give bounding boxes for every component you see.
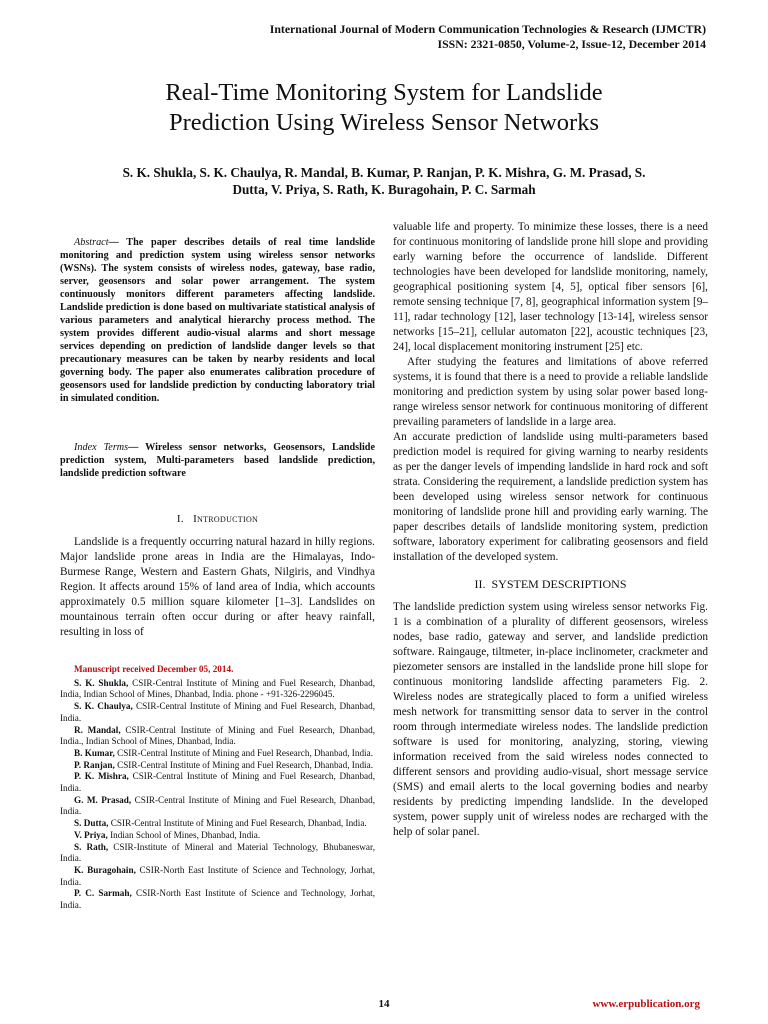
- page-number: 14: [378, 998, 390, 1010]
- footnote-item: P. C. Sarmah, CSIR-North East Institute of Science and Technology, Jorhat, India.: [60, 888, 376, 911]
- author-list: [70, 164, 698, 198]
- index-terms-label: Index Terms: [74, 442, 129, 453]
- footnote-item: R. Mandal, CSIR-Central Institute of Mining and Fuel Research, Dhanbad, India., Indian School of Mines, Dhanbad, India.: [60, 724, 375, 747]
- journal-issn: ISSN: 2321-0850, Volume-2, Issue-12, December 2014: [437, 37, 706, 51]
- system-paragraph-1: The landslide prediction system using wireless sensor networks Fig. 1 is a combination of a plurality of different geosensors, wireless nodes, base radio, gateway and server, and landslide prediction software. Raingauge, tiltmeter, in-place inclinometer, crackmeter and piezometer sensors are installed in the landslide prone hill slope for continuous monitoring landslide affecting parameters Fig. 2. Wireless nodes are strategically placed to form a unified wireless mesh network for transmitting sensor data to server in the control room through intermediate wireless nodes. The landslide prediction software is used for monitoring, analyzing, storing, viewing information received from the said wireless nodes connected to different sensors and providing audio-visual, short message service (SMS) and email alerts to the local governing bodies and nearby residents by predicting impending landslide. In the developed system, power supply unit of wireless nodes are recharged with the help of solar panel.: [393, 601, 708, 838]
- footnote-item: S. K. Shukla, CSIR-Central Institute of Mining and Fuel Research, Dhanbad, India, Indian School of Mines, Dhanbad, India. phone - +91-326-2296045.: [60, 677, 375, 700]
- section-2-number: II.: [474, 577, 486, 591]
- section-1-title: Introduction: [193, 513, 259, 525]
- intro-paragraph-1: Landslide is a frequently occurring natural hazard in hilly regions. Major landslide prone areas in India are the Himalayas, Indo-Burmese Range, Western and Eastern Ghats, Nilgiris, and Vindhya Region. It affects around 15% of land area of India, which accounts approximately 0.5 million square kilometer [1–3]. Landslides on mountainous terrain often occur during or after heavy rainfall, resulting in loss of: [60, 536, 375, 638]
- footnote-item: S. K. Chaulya, CSIR-Central Institute of Mining and Fuel Research, Dhanbad, India.: [60, 701, 375, 723]
- section-heading-system-descriptions: [393, 577, 708, 592]
- section-2-title: SYSTEM DESCRIPTIONS: [491, 577, 627, 591]
- intro-paragraph-1-continued: valuable life and property. To minimize these losses, there is a need for continuous monitoring of landslide prone hill slope and providing early warning before the occurrence of landslide. Different technologies have been developed for landslide monitoring, namely, geographical positioning system [4, 5], optical fiber sensors [6], remote sensing technique [7, 8], geographical information system [9–11], radar technology [12], laser technology [13-14], wireless sensor networks [15–21], cellular automaton [22], acoustic techniques [23, 24], local displacement monitoring instrument [25] etc.: [393, 221, 708, 353]
- manuscript-received: Manuscript received December 05, 2014.: [74, 664, 234, 674]
- footnote-item: B. Kumar, CSIR-Central Institute of Mining and Fuel Research, Dhanbad, India.: [74, 747, 373, 758]
- journal-name: International Journal of Modern Communication Technologies & Research (IJMCTR): [269, 22, 706, 36]
- right-column: [393, 220, 708, 840]
- index-terms-text: Wireless sensor networks, Geosensors, Landslide prediction system, Multi-parameters based landslide prediction, landslide prediction software: [60, 442, 375, 479]
- index-terms: [60, 441, 375, 480]
- footnote-item: G. M. Prasad, CSIR-Central Institute of Mining and Fuel Research, Dhanbad, India.: [60, 794, 375, 817]
- abstract: [60, 236, 375, 405]
- footnote-item: K. Buragohain, CSIR-North East Institute of Science and Technology, Jorhat, India.: [60, 864, 376, 887]
- publisher-url[interactable]: www.erpublication.org: [592, 998, 700, 1010]
- footnote-item: P. Ranjan, CSIR-Central Institute of Mining and Fuel Research, Dhanbad, India.: [74, 759, 373, 770]
- section-1-number: I.: [176, 513, 184, 525]
- abstract-dash: —: [108, 237, 119, 248]
- left-column: [60, 222, 375, 912]
- intro-paragraph-3: An accurate prediction of landslide using multi-parameters based prediction model is required for giving warning to nearby residents as per the danger levels of impending landslide in hard rock and soft strata. Considering the requirement, a landslide prediction system has been developed using wireless sensor network for continuous monitoring of landslide prone hill and providing early warning. The paper describes details of landslide monitoring system, prediction software, laboratory experiment for calibrating geosensors and field installation of the developed system.: [393, 431, 708, 563]
- title-line-1: Real-Time Monitoring System for Landslide: [165, 79, 603, 106]
- section-heading-introduction: [60, 512, 375, 527]
- authors-line-2: Dutta, V. Priya, S. Rath, K. Buragohain, P. C. Sarmah: [232, 182, 536, 197]
- title-line-2: Prediction Using Wireless Sensor Networks: [169, 109, 599, 136]
- author-footnotes: [60, 664, 375, 912]
- footnote-item: V. Priya, Indian School of Mines, Dhanbad, India.: [74, 829, 261, 840]
- footnote-item: P. K. Mishra, CSIR-Central Institute of Mining and Fuel Research, Dhanbad, India.: [60, 771, 376, 794]
- footnote-item: S. Rath, CSIR-Institute of Mineral and Material Technology, Bhubaneswar, India.: [60, 841, 375, 864]
- paper-title: [60, 78, 708, 138]
- abstract-text: The paper describes details of real time landslide monitoring and prediction system using wireless sensor networks (WSNs). The system consists of wireless nodes, gateway, base radio, server, geosensors and solar power arrangement. The system continuously monitors different parameters affecting landslide. Landslide prediction is done based on multivariate statistical analysis of various parameters and analytical hierarchy process method. The system provides different audio-visual alarms and short message services depending on prediction of landslide danger levels so that precautionary measures can be taken by nearby residents and local governing body. The paper also enumerates calibration procedure of geosensors used for landslide prediction by conducting laboratory trial in simulated condition.: [60, 237, 375, 404]
- footnote-item: S. Dutta, CSIR-Central Institute of Mining and Fuel Research, Dhanbad, India.: [74, 818, 367, 829]
- index-terms-dash: —: [128, 442, 139, 453]
- abstract-label: Abstract: [74, 237, 109, 248]
- journal-header: [270, 22, 706, 52]
- authors-line-1: S. K. Shukla, S. K. Chaulya, R. Mandal, B. Kumar, P. Ranjan, P. K. Mishra, G. M. Prasad, S.: [122, 165, 646, 180]
- intro-paragraph-2: After studying the features and limitations of above referred systems, it is found that there is a need to provide a reliable landslide monitoring and prediction system by using solar power based long-range wireless sensor network for continuous monitoring of different prevailing parameters of landslide in a large area.: [393, 356, 708, 428]
